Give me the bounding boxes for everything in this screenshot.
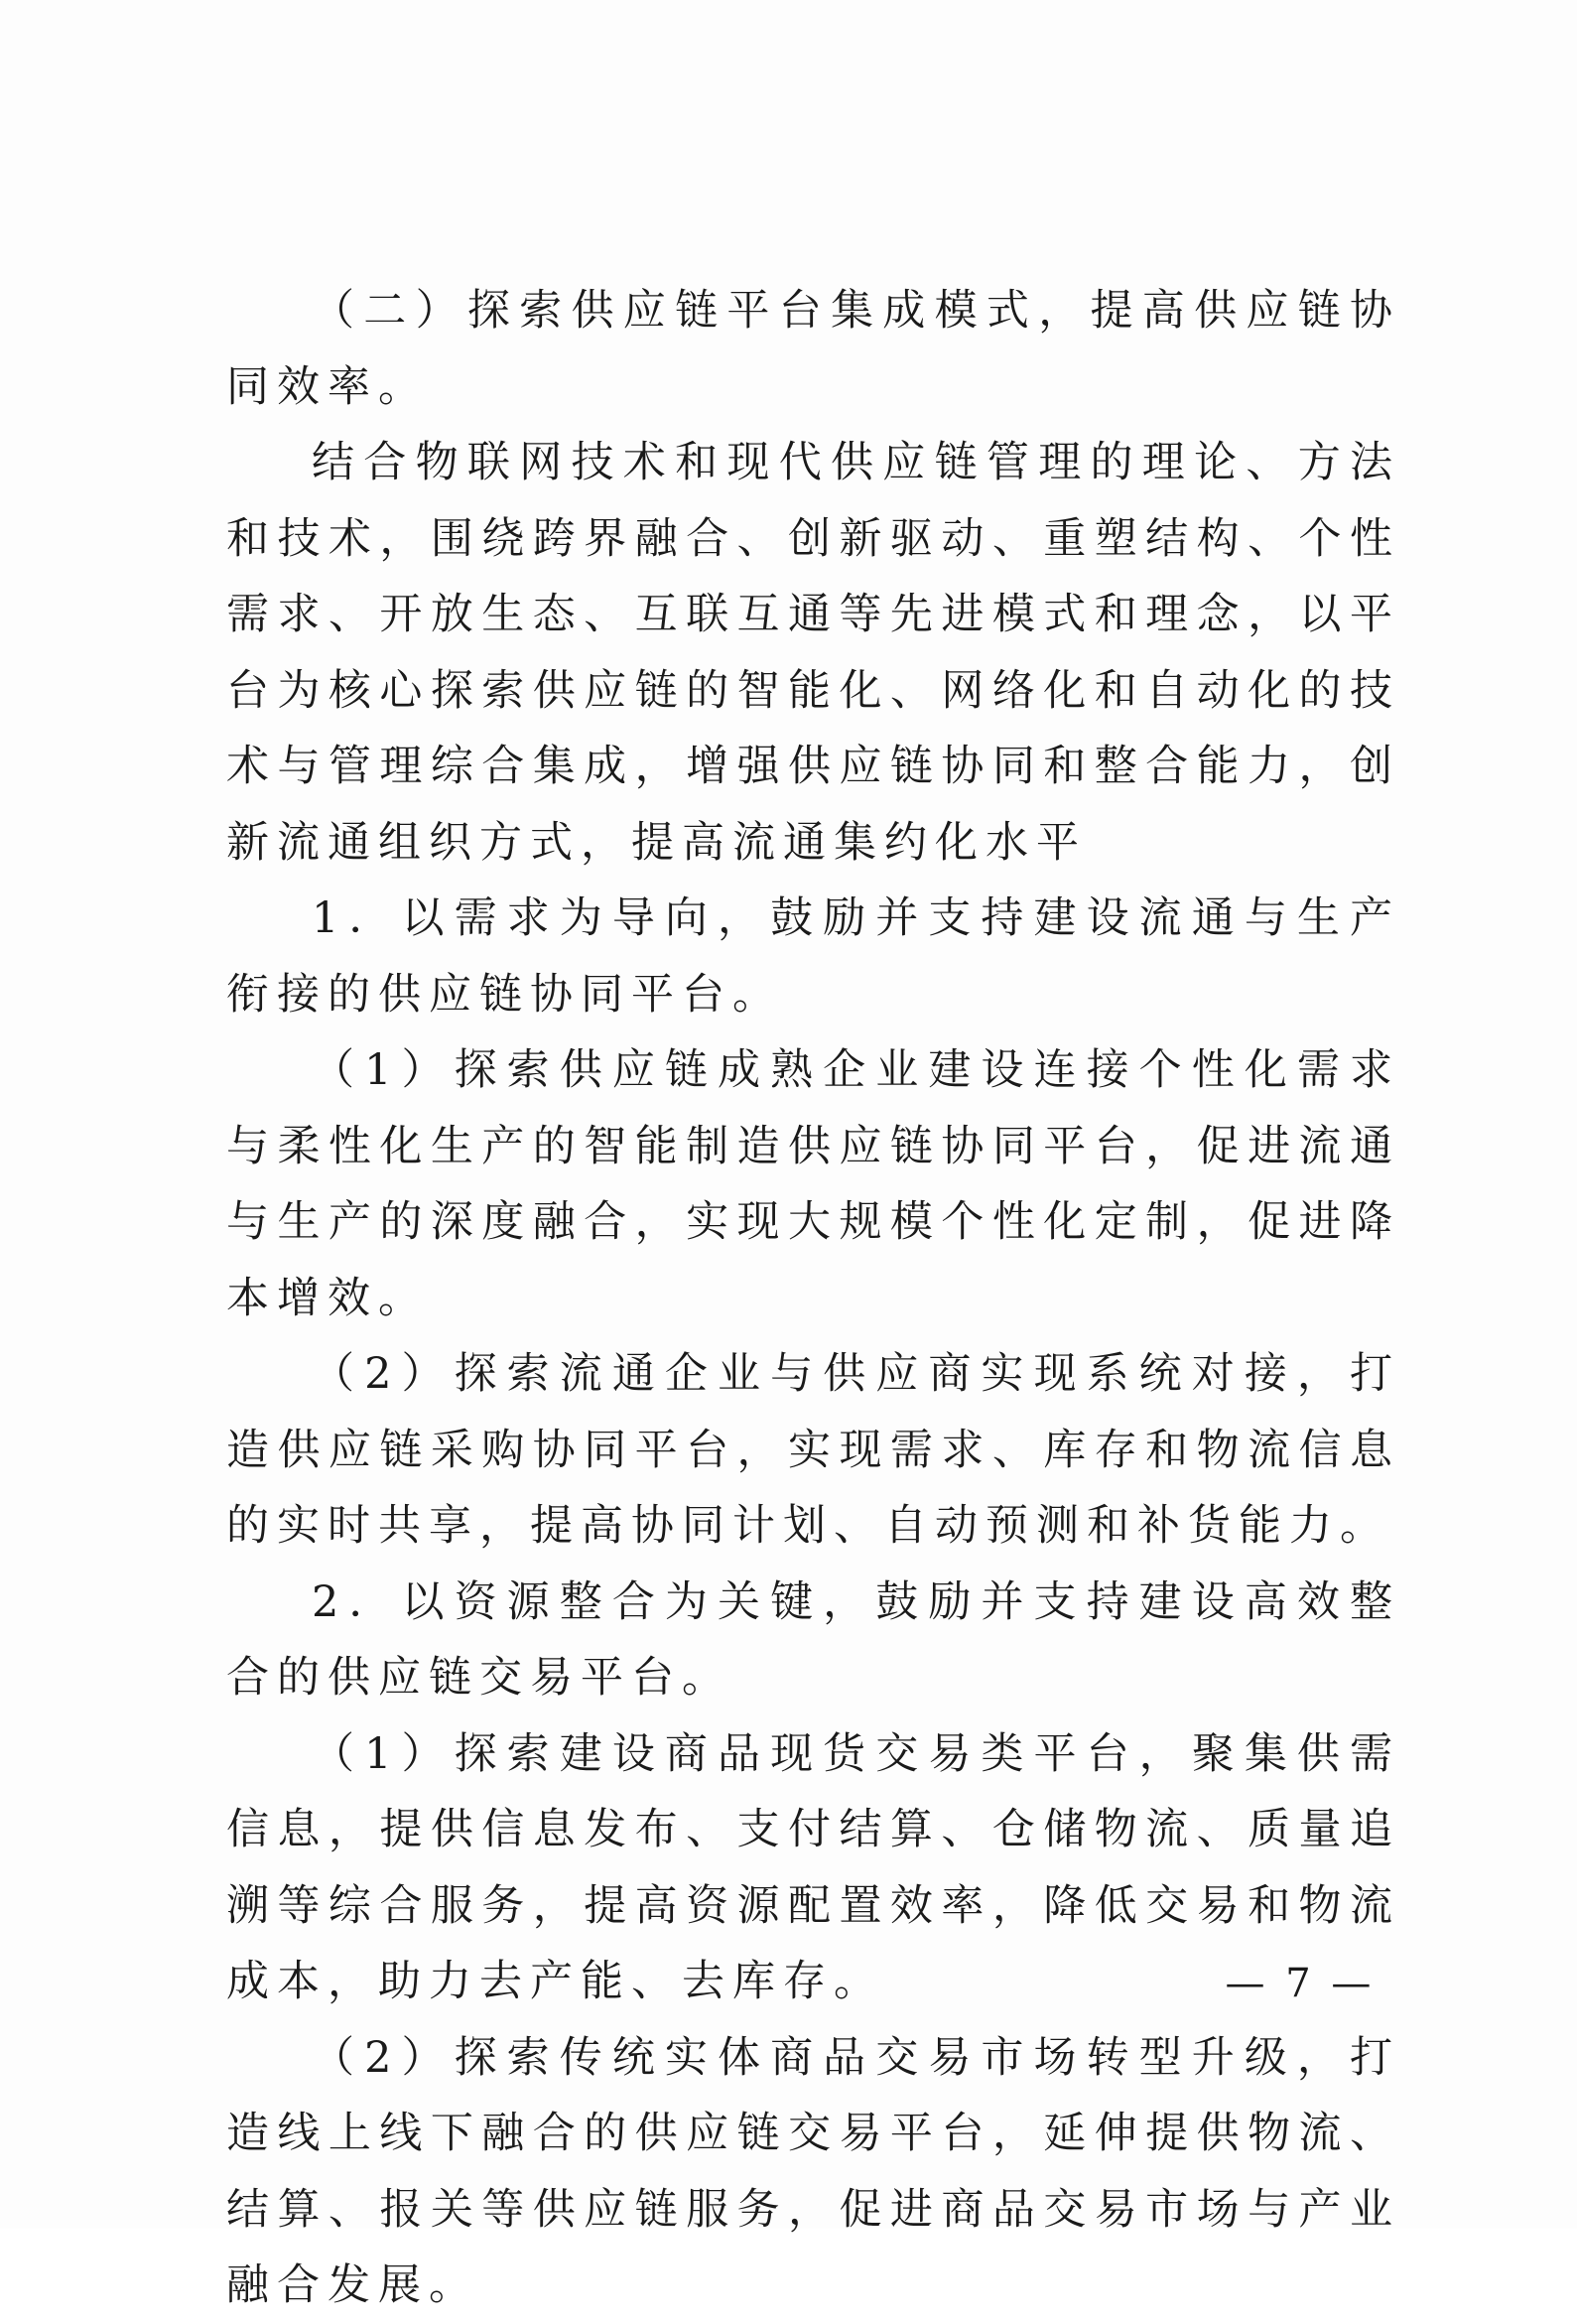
page-number: — 7 — — [1225, 1961, 1376, 2006]
body-paragraph: （2）探索传统实体商品交易市场转型升级，打造线上线下融合的供应链交易平台，延伸提供物流、结算、报关等供应链服务，促进商品交易市场与产业融合发展。 — [226, 2032, 1400, 2310]
body-paragraph: （2）探索流通企业与供应商实现系统对接，打造供应链采购协同平台，实现需求、库存和物流信息的实时共享，提高协同计划、自动预测和补货能力。 — [226, 1349, 1400, 1551]
body-paragraph: （1）探索建设商品现货交易类平台，聚集供需信息，提供信息发布、支付结算、仓储物流、质量追溯等综合服务，提高资源配置效率，降低交易和物流成本，助力去产能、去库存。 — [226, 1728, 1400, 2006]
item-heading: 1．以需求为导向，鼓励并支持建设流通与生产衔接的供应链协同平台。 — [226, 893, 1400, 1020]
document-body — [226, 273, 1400, 2324]
body-paragraph: 结合物联网技术和现代供应链管理的理论、方法和技术，围绕跨界融合、创新驱动、重塑结构、个性需求、开放生态、互联互通等先进模式和理念，以平台为核心探索供应链的智能化、网络化和自动化的技术与管理综合集成，增强供应链协同和整合能力，创新流通组织方式，提高流通集约化水平 — [226, 438, 1400, 868]
section-heading: （二）探索供应链平台集成模式，提高供应链协同效率。 — [226, 286, 1400, 412]
item-heading: 2．以资源整合为关键，鼓励并支持建设高效整合的供应链交易平台。 — [226, 1576, 1400, 1703]
body-paragraph: （1）探索供应链成熟企业建设连接个性化需求与柔性化生产的智能制造供应链协同平台，促进流通与生产的深度融合，实现大规模个性化定制，促进降本增效。 — [226, 1045, 1400, 1323]
